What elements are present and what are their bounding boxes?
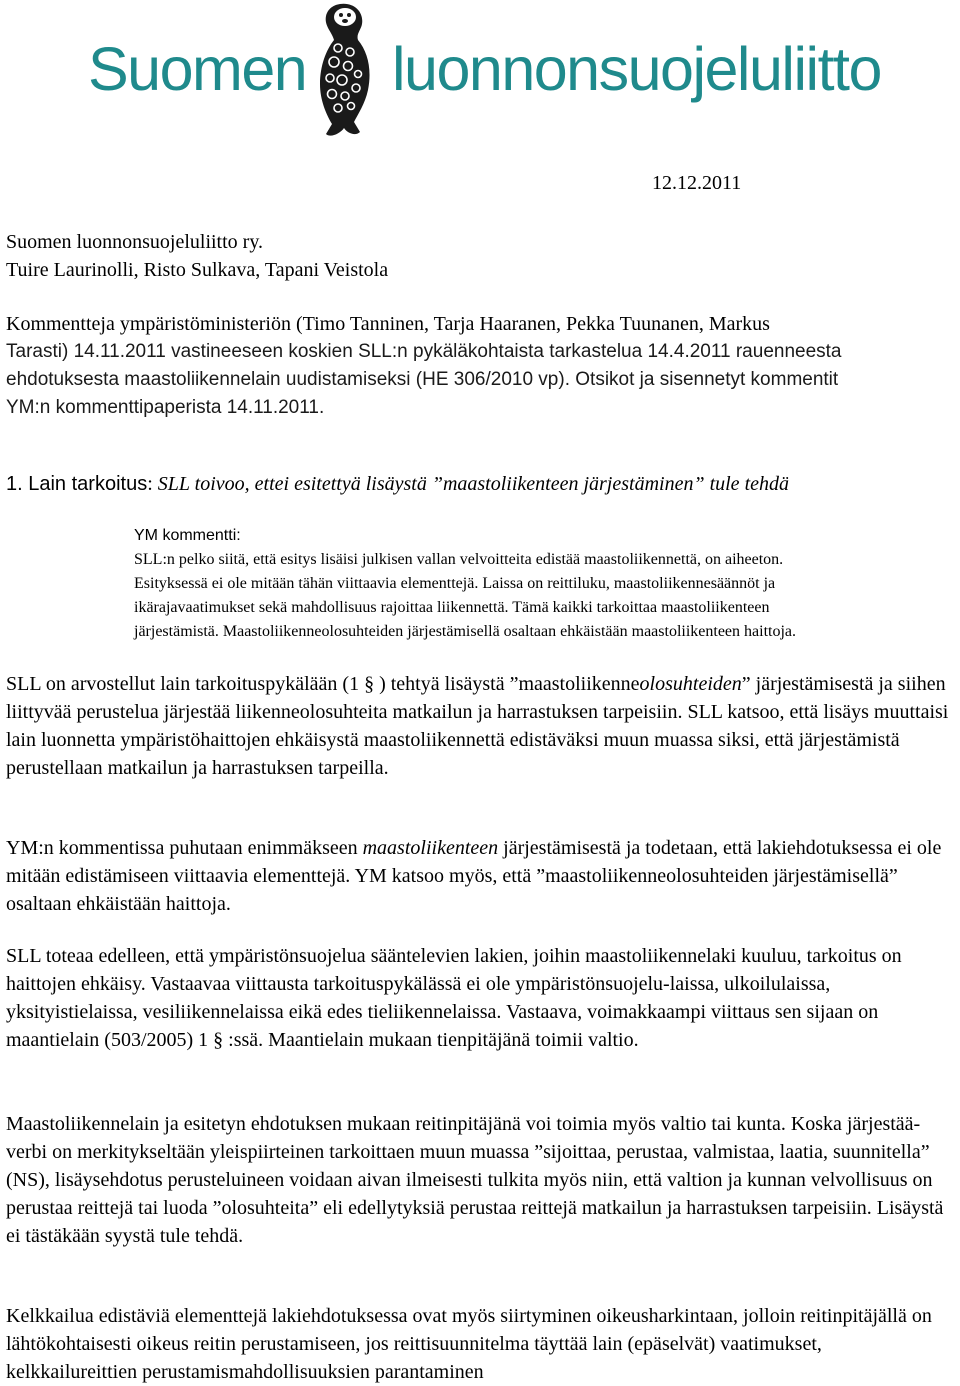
paragraph-2-text-a: YM:n kommentissa puhutaan enimmäkseen <box>6 837 363 859</box>
ym-comment-line-2: Esityksessä ei ole mitään tähän viittaavia elementtejä. Laissa on reittiluku, maastoliikennesäännöt ja <box>134 575 776 592</box>
intro-line-2: Tarasti) 14.11.2011 vastineeseen koskien SLL:n pykäläkohtaista tarkastelua 14.4.2011 rauenneesta <box>6 341 842 362</box>
paragraph-5: Kelkkailua edistäviä elementtejä lakiehdotuksessa ovat myös siirtyminen oikeusharkintaan, jolloin reitinpitäjällä on lähtökohtaisesti oikeus reitin perustamiseen, jos reittisuunnitelma täyttää lain (epäselvät) vaatimukset, kelkkailureittien perustamismahdollisuuksien parantaminen <box>6 1305 932 1383</box>
paragraph-4: Maastoliikennelain ja esitetyn ehdotuksen mukaan reitinpitäjänä voi toimia myös valtio tai kunta. Koska järjestää-verbi on merkitykseltään yleispiirteinen tarkoittaen muun muassa ”sijoittaa, perustaa, valmistaa, laatia, suunnitella” (NS), lisäysehdotus perusteluineen voidaan aivan ilmeisesti tulkita myös niin, että valtion ja kunnan velvollisuus on perustaa reittejä tai luoda ”olosuhteita” eli edellytyksiä perustaa reittejä matkailun ja harrastuksen tarpeisiin. Lisäystä ei tästäkään syystä tule tehdä. <box>6 1113 944 1247</box>
paragraph-2-text-b: järjestämisestä ja todetaan, että lakiehdotuksessa ei ole mitään edistämiseen viittaavia elementtejä. YM katsoo myös, että ”maastoliikenneolosuhteiden järjestämisellä” osaltaan ehkäistään haittoja. <box>6 837 942 915</box>
intro-paragraph <box>6 310 952 422</box>
intro-line-4: YM:n kommenttipaperista 14.11.2011. <box>6 397 325 418</box>
section-colon: : <box>147 473 153 495</box>
seal-icon <box>298 0 388 142</box>
sender-block <box>6 228 388 284</box>
logo-word-suomen: Suomen <box>88 35 307 103</box>
sender-organization: Suomen luonnonsuojeluliitto ry. <box>6 231 264 253</box>
ym-comment-line-1: SLL:n pelko siitä, että esitys lisäisi julkisen vallan velvoitteita edistää maastoliikennettä, on aiheeton. <box>134 551 784 568</box>
paragraph-1-text-a: SLL on arvostellut lain tarkoituspykälään (1 § ) tehtyä lisäystä ”maastoliikenne <box>6 673 640 695</box>
document-date: 12.12.2011 <box>652 172 742 194</box>
sender-authors: Tuire Laurinolli, Risto Sulkava, Tapani Veistola <box>6 259 389 281</box>
paragraph-1-text-b: ” järjestämisestä ja siihen liittyvää perustelua järjestää liikenneolosuhteita matkailun ja harrastuksen tarpeisiin. SLL katsoo, että lisäys muuttaisi lain luonnetta ympäristöhaittojen ehkäisystä maastoliikennettä edistäväksi muun muassa siksi, että järjestämistä perustellaan matkailun ja harrastuksen tarpeilla. <box>6 673 949 779</box>
section-heading <box>6 470 952 498</box>
ym-comment-line-4: järjestämistä. Maastoliikenneolosuhteiden järjestämisellä osaltaan ehkäistään maastoliikenteen haittoja. <box>134 623 797 640</box>
intro-line-3: ehdotuksesta maastoliikennelain uudistamiseksi (HE 306/2010 vp). Otsikot ja sisennetyt kommentit <box>6 369 839 390</box>
paragraph-1 <box>6 670 952 782</box>
ym-comment-heading: YM kommentti: <box>134 527 241 544</box>
paragraph-2-italic: maastoliikenteen <box>362 837 499 859</box>
organization-logo <box>0 0 960 150</box>
ym-comment <box>134 524 954 644</box>
paragraph-2 <box>6 834 952 918</box>
section-italic-text: SLL toivoo, ettei esitettyä lisäystä ”maastoliikenteen järjestäminen” tule tehdä <box>157 473 789 495</box>
paragraph-3: SLL toteaa edelleen, että ympäristönsuojelua sääntelevien lakien, joihin maastoliikennelaki kuuluu, tarkoitus on haittojen ehkäisy. Vastaavaa viittausta tarkoituspykälässä ei ole ympäristönsuojelu-laissa, ulkoilulaissa, yksityistielaissa, vesiliikennelaissa eikä edes tieliikennelaissa. Vastaava, voimakkaampi viittaus sen sijaan on maantielain (503/2005) 1 § :ssä. Maantielain mukaan tienpitäjänä toimii valtio. <box>6 945 902 1051</box>
paragraph-1-italic: olosuhteiden <box>639 673 742 695</box>
logo-word-luonnonsuojeluliitto: luonnonsuojeluliitto <box>392 35 881 103</box>
intro-line-1: Kommentteja ympäristöministeriön (Timo Tanninen, Tarja Haaranen, Pekka Tuunanen, Markus <box>6 313 770 335</box>
section-label: 1. Lain tarkoitus <box>6 473 148 495</box>
ym-comment-line-3: ikärajavaatimukset sekä mahdollisuus rajoittaa liikennettä. Tämä kaikki tarkoittaa maastoliikenteen <box>134 599 770 616</box>
